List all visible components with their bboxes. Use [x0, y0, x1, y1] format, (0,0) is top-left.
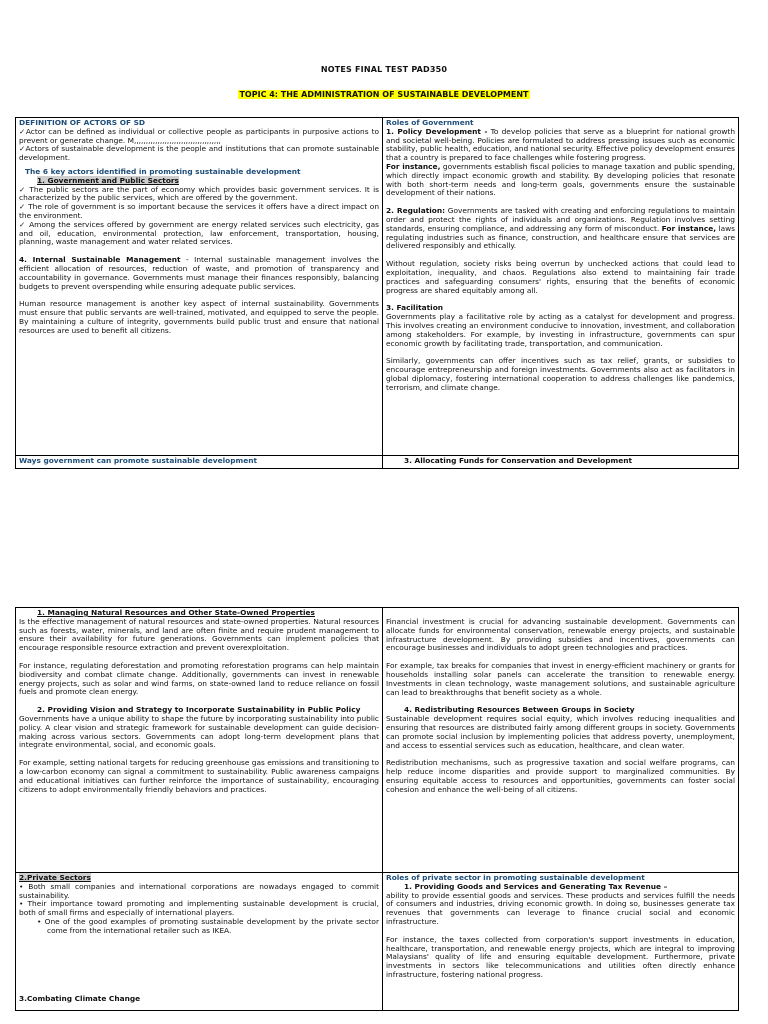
private-point-3: • One of the good examples of promoting sustainable development by the private sector come from the international retailer such as IKEA.	[37, 916, 379, 935]
private-sector-cell	[16, 873, 383, 1011]
definition-2: ✓Actors of sustainable development is the people and institutions that can promote sustainable development.	[19, 144, 379, 163]
internal-management-paragraph	[19, 256, 379, 291]
regulation-body-2: laws regulating industries such as finance, construction, and healthcare ensure that services are delivered responsibly and ethically.	[386, 223, 735, 251]
natural-resources-body: Is the effective management of natural resources and state-owned properties. Natural resources such as forests, water, minerals, and land are often finite and require prudent management to ensure their availability for future generations. Governments can implement policies that encourage responsible resource extraction and prevent overexploitation.	[19, 616, 379, 653]
document-title: NOTES FINAL TEST PAD350	[320, 65, 448, 74]
redistributing-more: Redistribution mechanisms, such as progressive taxation and social welfare programs, can help reduce income disparities and provide support to marginalized communities. By ensuring equitable access to resources and opportunities, governments can foster social cohesion and enhance the well-being of all citizens.	[386, 758, 735, 794]
topic-heading-wrap	[0, 82, 768, 101]
right-cell-2	[383, 608, 739, 873]
private-roles-heading: Roles of private sector in promoting sustainable development	[386, 873, 645, 882]
policy-instance-label: For instance,	[386, 161, 441, 171]
government-sector-heading: 1. Government and Public Sectors	[37, 175, 179, 185]
private-roles-cell	[383, 873, 739, 1011]
natural-resources-more: For instance, regulating deforestation and promoting reforestation programs can help maintain biodiversity and combat climate change. Additionally, governments can invest in renewable energy projects, such as solar and wind farms, on state-owned land to reduce reliance on fossil fuels and promote clean energy.	[19, 660, 379, 697]
policy-instance-paragraph	[386, 163, 735, 198]
policy-title: 1. Policy Development -	[386, 126, 488, 136]
human-resource-paragraph: Human resource management is another key aspect of internal sustainability. Governments must ensure that public servants are well-trained, motivated, and equipped to serve the people. By maintaining a culture of integrity, governments build public trust and ensure that national resources are used to benefit all citizens.	[19, 299, 379, 335]
regulation-more-paragraph: Without regulation, society risks being overrun by unchecked actions that could lead to exploitation, inequality, and chaos. Regulations also extend to maintaining fair trade practices and safeguarding consumers' rights, ensuring that the benefits of economic progress are shared equitably among all.	[386, 259, 735, 295]
redistributing-body: Sustainable development requires social equity, which involves reducing inequalities and ensuring that resources are distributed fairly among different groups in society. Governments can promote social inclusion by implementing policies that address poverty, unemployment, and access to essential services such as education, healthcare, and clean water.	[386, 714, 735, 750]
notes-table-1	[15, 117, 739, 469]
government-point-1: ✓ The public sectors are the part of economy which provides basic government services. It is characterized by the public services, which are offered by the government.	[19, 184, 379, 203]
policy-body: To develop policies that serve as a blueprint for national growth and societal well-being. Policies are formulated to address pressing issues such as economic stability, public health, education, and national security. Effective policy development ensures that a country is prepared to face challenges while fostering progress.	[386, 126, 736, 163]
private-sector-heading: 2.Private Sectors	[19, 873, 91, 882]
left-cell-2	[16, 608, 383, 873]
definition-1: ✓Actor can be defined as individual or collective people as participants in purposive actions to prevent or generate change. M,,,,,,,,,,,,,,,,,,,,,,,,,,,,,,,,,,,,,	[19, 126, 379, 145]
ways-cell	[16, 456, 383, 469]
government-point-2: ✓ The role of government is so important because the services it offers have a direct impact on the environment.	[19, 202, 379, 220]
financial-more: For example, tax breaks for companies that invest in energy-efficient machinery or grants for households installing solar panels can accelerate the transition to renewable energy. Investments in clean technology, waste management solutions, and sustainable agriculture can lead to breakthroughs that benefit society as a whole.	[386, 661, 735, 697]
goods-services-more: For instance, the taxes collected from corporation's support investments in education, healthcare, transportation, and renewable energy projects, which are integral to improving Malaysians' quality of life and ensuring equitable development. Furthermore, private investments in sectors like telecommunications and utilities often directly enhance infrastructure, fostering national progress.	[386, 934, 735, 979]
facilitation-title: 3. Facilitation	[386, 303, 444, 313]
ways-heading: Ways government can promote sustainable development	[19, 456, 258, 465]
climate-change-heading: 3.Combating Climate Change	[19, 994, 141, 1004]
vision-body: Governments have a unique ability to shape the future by incorporating sustainability into public policy. A clear vision and strategic framework for sustainable development can guide decision-making across various sectors. Governments can adopt long-term development plans that integrate environmental, social, and economic goals.	[19, 713, 379, 750]
roles-government-heading: Roles of Government	[386, 118, 474, 127]
goods-services-body: ability to provide essential goods and services. These products and services fulfill the needs of consumers and industries, driving economic growth. In doing so, businesses generate tax revenues that governments can leverage to finance crucial social and economic infrastructure.	[386, 890, 735, 926]
regulation-body: Governments are tasked with creating and enforcing regulations to maintain order and protect the rights of individuals and organizations. Regulation involves setting standards, ensuring compliance, and addressing any form of misconduct.	[386, 206, 735, 233]
left-cell-1	[16, 118, 383, 456]
internal-management-body: - Internal sustainable management involves the efficient allocation of resources, reduction of waste, and promotion of transparency and accountability in governance. Governments must manage their finances responsibly, balancing budgets to prevent overspending while ensuring adequate public services.	[19, 255, 379, 291]
private-point-1: • Both small companies and international corporations are nowadays engaged to commit sustainability.	[19, 881, 379, 900]
topic-heading: TOPIC 4: THE ADMINISTRATION OF SUSTAINABLE DEVELOPMENT	[239, 90, 529, 99]
redistributing-heading: 4. Redistributing Resources Between Groups in Society	[404, 705, 635, 715]
allocating-cell	[383, 456, 739, 469]
definition-heading: DEFINITION OF ACTORS OF SD	[19, 118, 146, 127]
right-cell-1	[383, 118, 739, 456]
regulation-instance-label: For instance,	[661, 223, 717, 233]
regulation-paragraph	[386, 207, 735, 251]
allocating-heading: 3. Allocating Funds for Conservation and Development	[404, 456, 633, 465]
internal-management-title: 4. Internal Sustainable Management	[19, 255, 181, 265]
private-point-2: • Their importance toward promoting and implementing sustainable development is crucial, both of small firms and especially of international players.	[19, 899, 379, 918]
policy-paragraph	[386, 128, 735, 163]
vision-more: For example, setting national targets for reducing greenhouse gas emissions and transitioning to a low-carbon economy can signal a commitment to sustainability. Public awareness campaigns and educational initiatives can further reinforce the importance of sustainability, encouraging citizens to adopt environmentally friendly behaviors and practices.	[19, 758, 379, 794]
natural-resources-heading: 1. Managing Natural Resources and Other State-Owned Properties	[37, 608, 315, 617]
policy-instance-body: governments establish fiscal policies to manage taxation and public spending, which directly impact economic growth and stability. By developing policies that resonate with both short-term needs and long-term goals, governments ensure the sustainable development of their nations.	[386, 161, 735, 198]
facilitation-body: Governments play a facilitative role by acting as a catalyst for development and progress. This involves creating an environment conducive to innovation, investment, and collaboration among stakeholders. For example, by investing in infrastructure, governments can spur economic growth by facilitating trade, transportation, and communication.	[386, 312, 735, 348]
government-point-3: ✓ Among the services offered by government are energy related services such electricity, gas and oil, education, environmental protection, law enforcement, transportation, housing, planning, waste management and water related services.	[19, 219, 379, 247]
regulation-title: 2. Regulation:	[386, 206, 446, 216]
financial-body: Financial investment is crucial for advancing sustainable development. Governments can allocate funds for environmental conservation, renewable energy projects, and sustainable infrastructure development. By providing subsidies and incentives, governments can encourage businesses and individuals to adopt green technologies and practices.	[386, 617, 735, 653]
goods-services-heading: 1. Providing Goods and Services and Generating Tax Revenue –	[404, 881, 668, 891]
key-actors-heading: The 6 key actors identified in promoting sustainable development	[25, 166, 301, 176]
facilitation-more: Similarly, governments can offer incentives such as tax relief, grants, or subsidies to encourage entrepreneurship and foreign investments. Governments also act as facilitators in global diplomacy, fostering international cooperation to address challenges like pandemics, terrorism, and climate change.	[386, 356, 735, 392]
notes-table-2	[15, 607, 739, 1011]
vision-heading: 2. Providing Vision and Strategy to Incorporate Sustainability in Public Policy	[37, 705, 361, 715]
